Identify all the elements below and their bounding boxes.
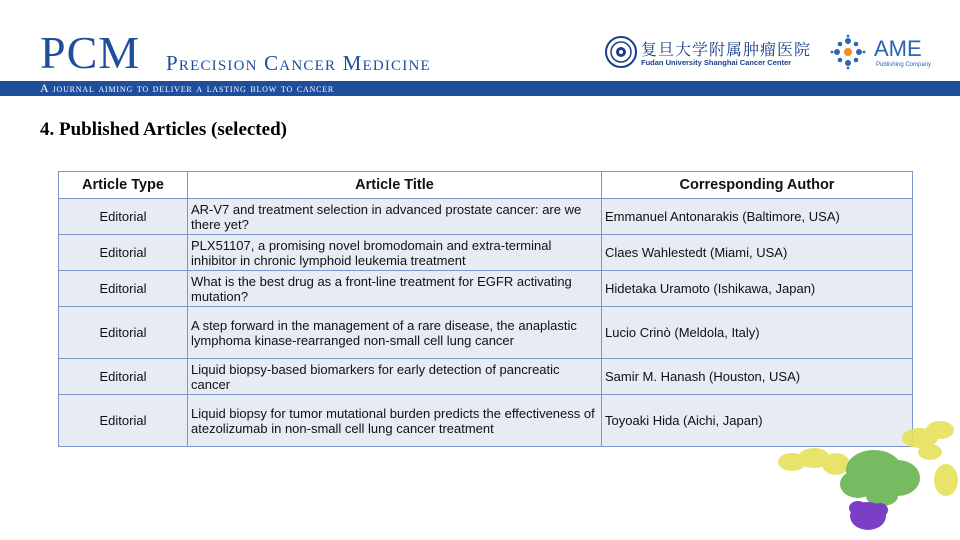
article-title-cell: AR-V7 and treatment selection in advanced prostate cancer: are we there yet? (188, 199, 602, 235)
ame-dots-icon (830, 34, 866, 70)
article-author-cell: Toyoaki Hida (Aichi, Japan) (602, 395, 913, 447)
table-row (59, 271, 913, 307)
column-header-title: Article Title (188, 172, 602, 199)
article-title-cell: PLX51107, a promising novel bromodomain and extra-terminal inhibitor in chronic lymphoid leukemia treatment (188, 235, 602, 271)
article-author-cell: Lucio Crinò (Meldola, Italy) (602, 307, 913, 359)
article-title-cell: A step forward in the management of a rare disease, the anaplastic lymphoma kinase-rearranged non-small cell lung cancer (188, 307, 602, 359)
section-title: 4. Published Articles (selected) (40, 119, 287, 140)
header-bar (0, 81, 960, 96)
article-type-cell: Editorial (59, 395, 188, 447)
fudan-seal-icon (605, 36, 637, 68)
column-header-author: Corresponding Author (602, 172, 913, 199)
article-author-cell: Hidetaka Uramoto (Ishikawa, Japan) (602, 271, 913, 307)
table-header-row (59, 172, 913, 199)
fudan-logo (605, 36, 812, 70)
article-title-cell: What is the best drug as a front-line treatment for EGFR activating mutation? (188, 271, 602, 307)
article-author-cell: Emmanuel Antonarakis (Baltimore, USA) (602, 199, 913, 235)
article-type-cell: Editorial (59, 235, 188, 271)
ame-subtitle: Publishing Company (876, 62, 932, 68)
pcm-logo: PCM (40, 27, 141, 78)
article-author-cell: Claes Wahlestedt (Miami, USA) (602, 235, 913, 271)
article-type-cell: Editorial (59, 199, 188, 235)
table-row (59, 199, 913, 235)
article-type-cell: Editorial (59, 271, 188, 307)
table-row (59, 359, 913, 395)
article-title-cell: Liquid biopsy-based biomarkers for early detection of pancreatic cancer (188, 359, 602, 395)
ame-logo (830, 34, 940, 74)
article-author-cell: Samir M. Hanash (Houston, USA) (602, 359, 913, 395)
journal-name: Precision Cancer Medicine (166, 51, 431, 75)
journal-tagline: A journal aiming to deliver a lasting blow to cancer (40, 81, 335, 95)
table-row (59, 235, 913, 271)
article-title-cell: Liquid biopsy for tumor mutational burden predicts the effectiveness of atezolizumab in non-small cell lung cancer treatment (188, 395, 602, 447)
fudan-name-en: Fudan University Shanghai Cancer Center (641, 58, 792, 67)
ame-name: AME (874, 36, 922, 61)
protein-structure-icon (770, 400, 960, 540)
fudan-name-cn: 复旦大学附属肿瘤医院 (641, 40, 812, 59)
article-type-cell: Editorial (59, 359, 188, 395)
article-type-cell: Editorial (59, 307, 188, 359)
column-header-type: Article Type (59, 172, 188, 199)
table-row (59, 307, 913, 359)
